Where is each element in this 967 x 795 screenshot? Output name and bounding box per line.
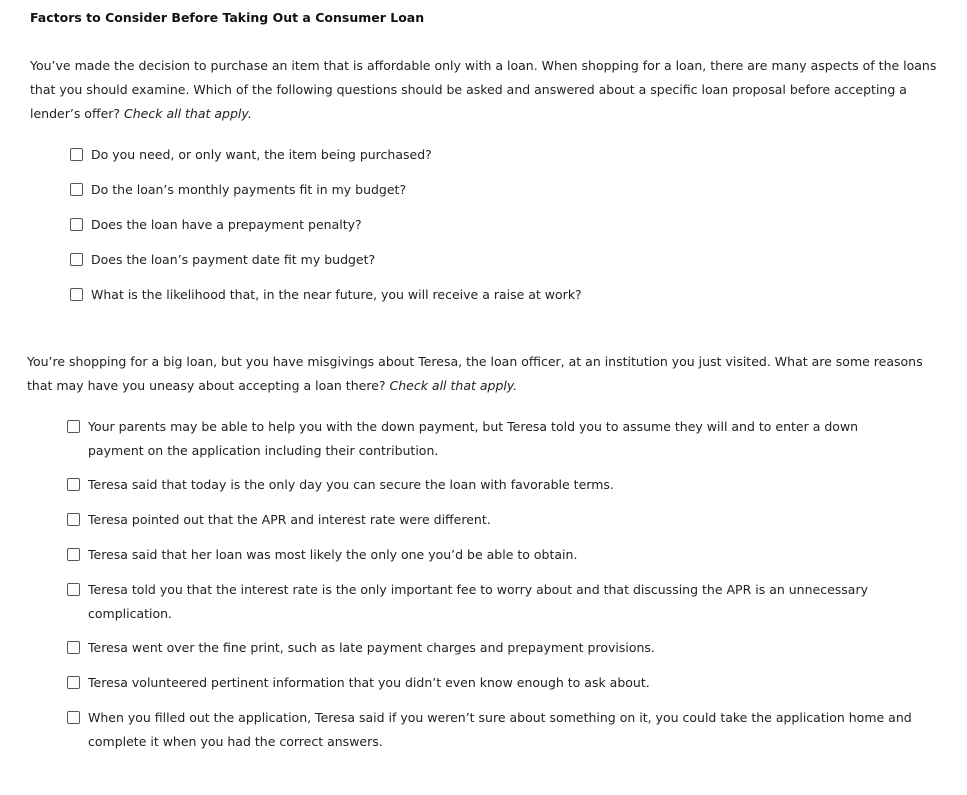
question-2-text: You’re shopping for a big loan, but you have misgivings about Teresa, the loan officer, at an institution you just visited. What are some reasons that may have you uneasy about accepting a loan there?: [27, 354, 923, 393]
question-1-prompt: [30, 54, 950, 126]
q1-option-5-checkbox[interactable]: [70, 288, 83, 301]
q2-option-4[interactable]: [67, 543, 937, 567]
q2-option-8-label: When you filled out the application, Teresa said if you weren’t sure about something on it, you could take the application home and complete it when you had the correct answers.: [88, 710, 912, 749]
q1-option-1-checkbox[interactable]: [70, 148, 83, 161]
q1-option-5[interactable]: [70, 283, 930, 307]
q2-option-5-checkbox[interactable]: [67, 583, 80, 596]
q1-option-4[interactable]: [70, 248, 930, 272]
q2-option-3-checkbox[interactable]: [67, 513, 80, 526]
q2-option-5-label: Teresa told you that the interest rate is the only important fee to worry about and that discussing the APR is an unnecessary complication.: [88, 582, 868, 621]
q2-option-4-checkbox[interactable]: [67, 548, 80, 561]
q1-option-5-label: What is the likelihood that, in the near future, you will receive a raise at work?: [91, 287, 582, 302]
q2-option-6-label: Teresa went over the fine print, such as late payment charges and prepayment provisions.: [88, 640, 655, 655]
q1-option-3-checkbox[interactable]: [70, 218, 83, 231]
q1-option-4-checkbox[interactable]: [70, 253, 83, 266]
q2-option-7-label: Teresa volunteered pertinent information that you didn’t even know enough to ask about.: [88, 675, 650, 690]
q1-option-2-checkbox[interactable]: [70, 183, 83, 196]
q2-option-2[interactable]: [67, 473, 937, 497]
q1-option-3[interactable]: [70, 213, 930, 237]
q2-option-8-checkbox[interactable]: [67, 711, 80, 724]
q2-option-3[interactable]: [67, 508, 937, 532]
question-1-text: You’ve made the decision to purchase an item that is affordable only with a loan. When shopping for a loan, there are many aspects of the loans that you should examine. Which of the following questions should be asked and answered about a specific loan proposal before accepting a lender’s offer?: [30, 58, 937, 121]
q2-option-4-label: Teresa said that her loan was most likely the only one you’d be able to obtain.: [88, 547, 578, 562]
question-2-prompt: [27, 350, 947, 398]
question-2-instruction: Check all that apply.: [389, 378, 518, 393]
q2-option-8[interactable]: [67, 706, 929, 754]
q2-option-6[interactable]: [67, 636, 937, 660]
q2-option-7[interactable]: [67, 671, 937, 695]
q2-option-3-label: Teresa pointed out that the APR and interest rate were different.: [88, 512, 491, 527]
q2-option-1[interactable]: [67, 415, 879, 463]
q1-option-4-label: Does the loan’s payment date fit my budget?: [91, 252, 376, 267]
q1-option-3-label: Does the loan have a prepayment penalty?: [91, 217, 362, 232]
q2-option-1-checkbox[interactable]: [67, 420, 80, 433]
q1-option-2[interactable]: [70, 178, 930, 202]
question-1-instruction: Check all that apply.: [124, 106, 252, 121]
q1-option-1[interactable]: [70, 143, 930, 167]
q2-option-6-checkbox[interactable]: [67, 641, 80, 654]
q1-option-2-label: Do the loan’s monthly payments fit in my budget?: [91, 182, 407, 197]
q2-option-5[interactable]: [67, 578, 889, 626]
page-title: Factors to Consider Before Taking Out a Consumer Loan: [30, 10, 425, 25]
q2-option-2-checkbox[interactable]: [67, 478, 80, 491]
q2-option-2-label: Teresa said that today is the only day you can secure the loan with favorable terms.: [88, 477, 614, 492]
q2-option-1-label: Your parents may be able to help you with the down payment, but Teresa told you to assume they will and to enter a down payment on the application including their contribution.: [88, 419, 859, 458]
q2-option-7-checkbox[interactable]: [67, 676, 80, 689]
q1-option-1-label: Do you need, or only want, the item being purchased?: [91, 147, 432, 162]
